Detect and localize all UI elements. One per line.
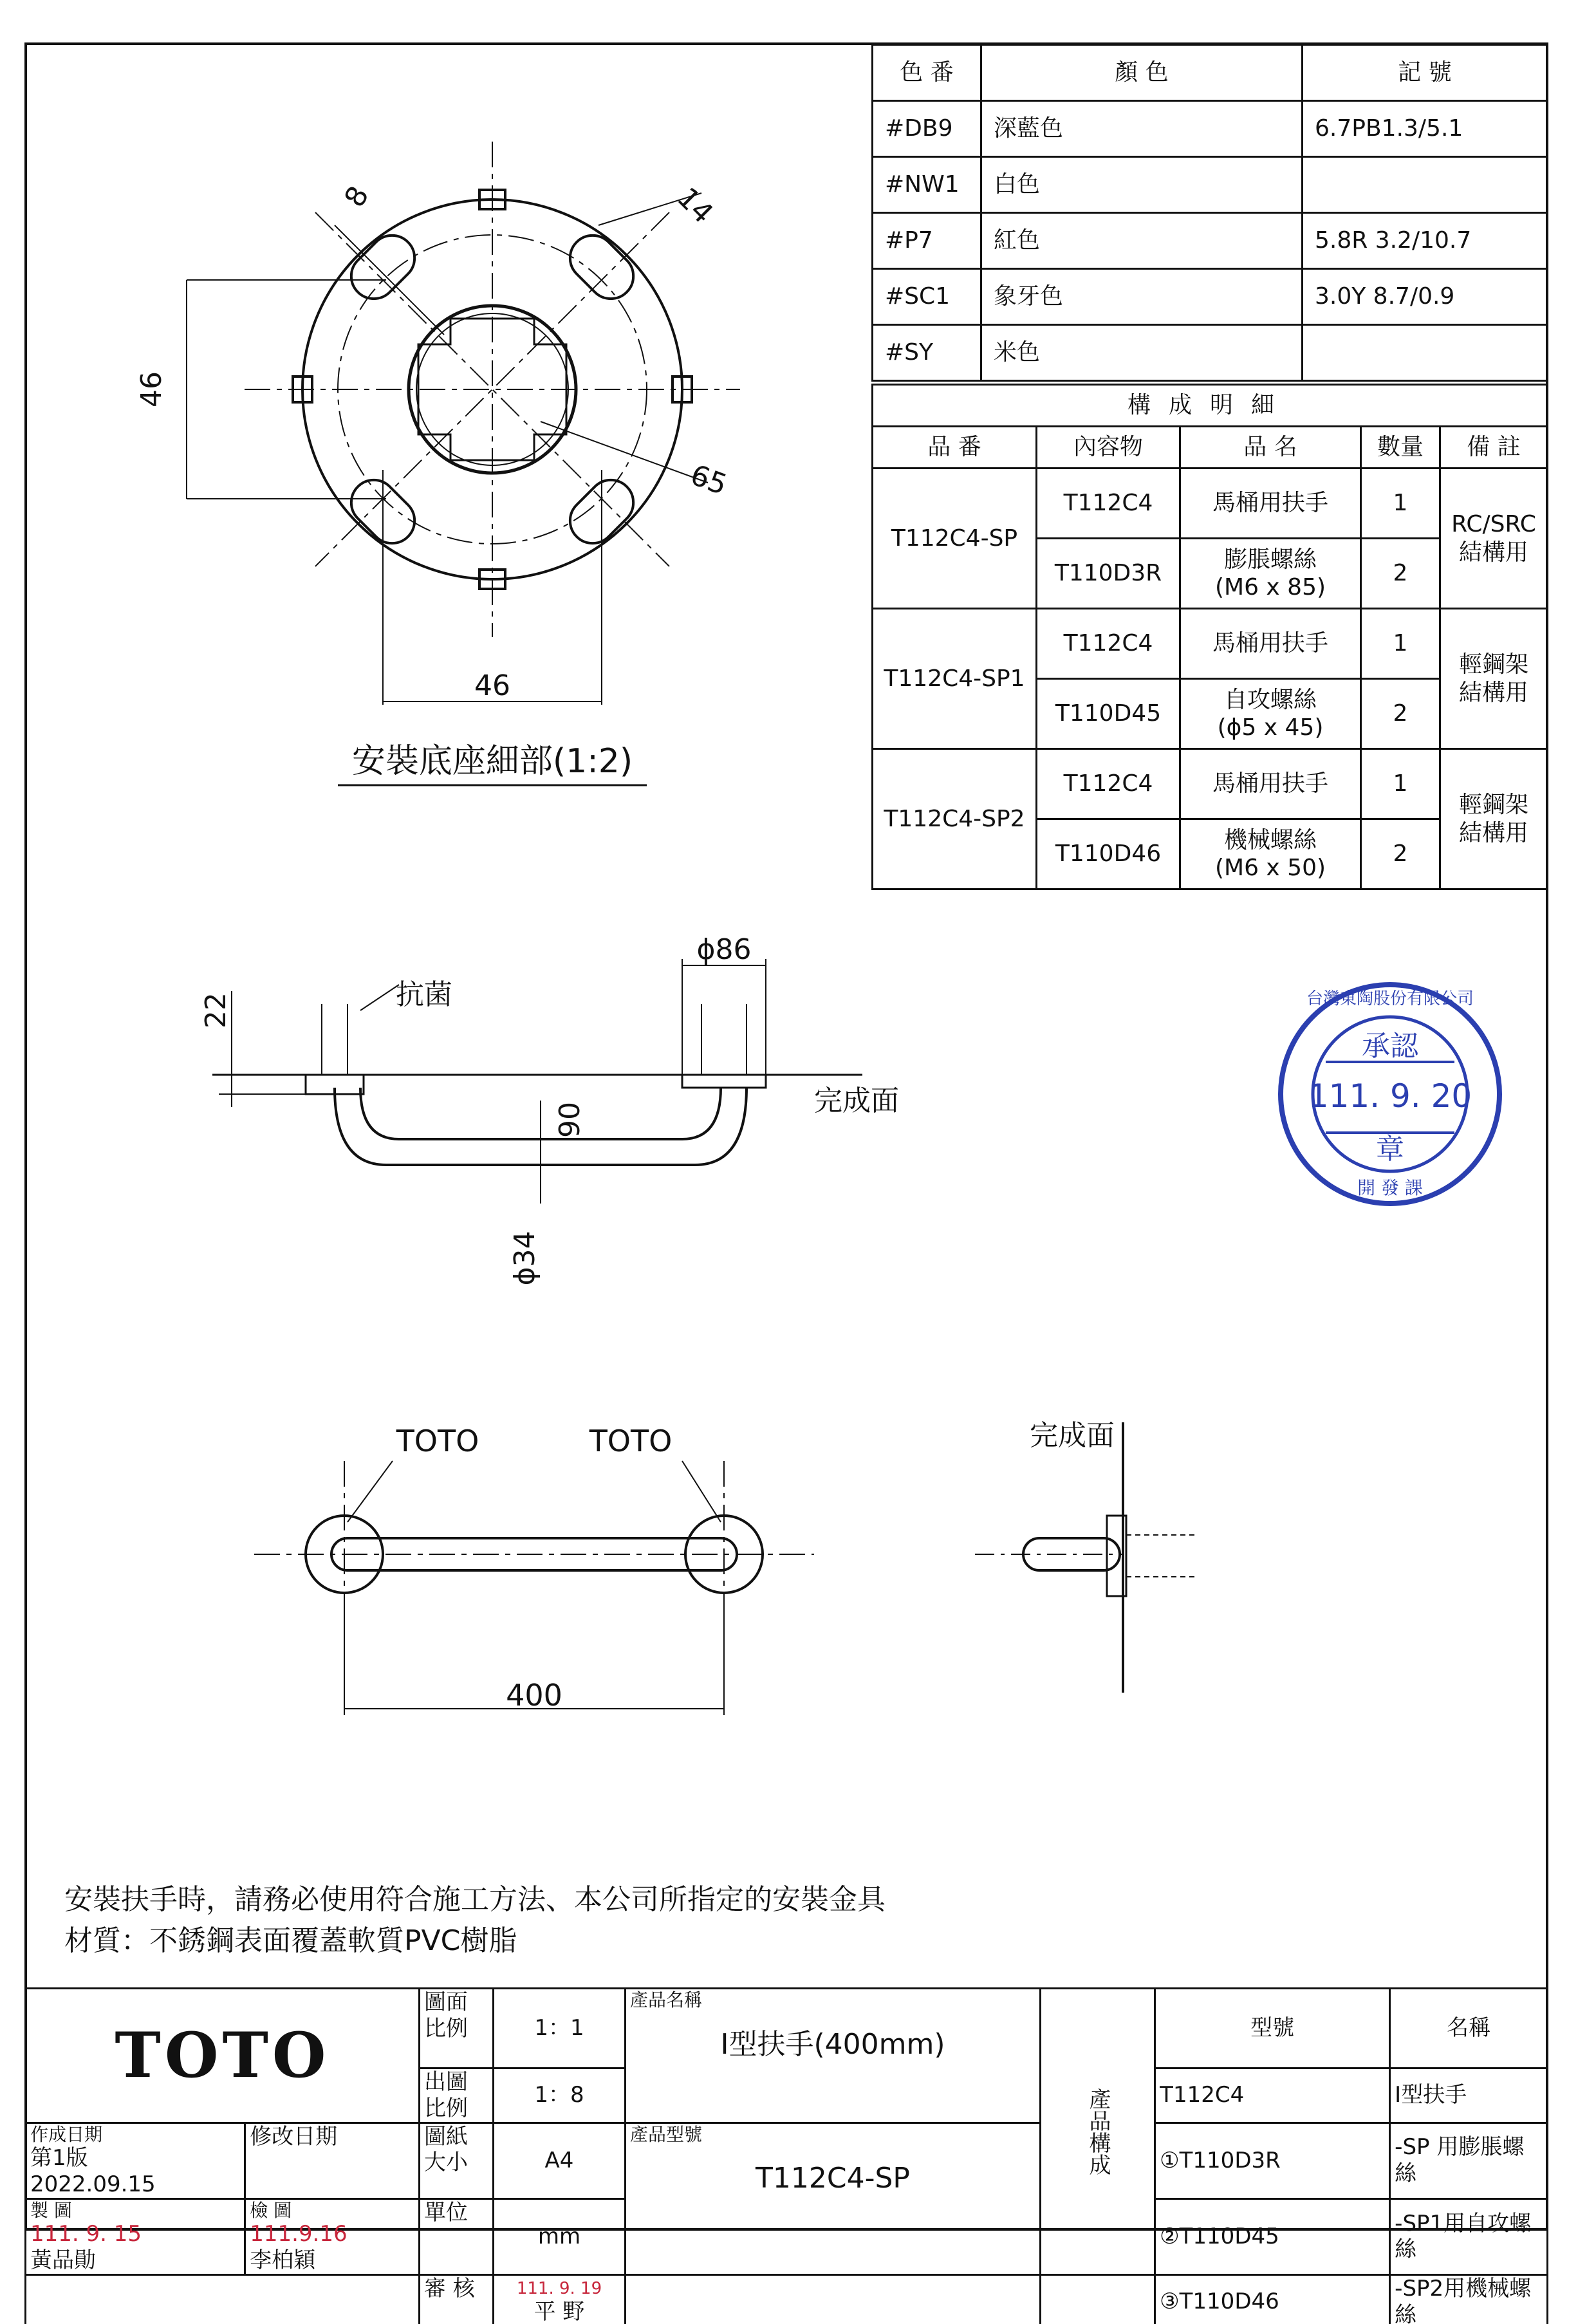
reviewed-label: 審 核 [419, 2274, 493, 2324]
print-scale-value: 1：8 [493, 2068, 625, 2123]
paper-value: A4 [493, 2123, 625, 2199]
product-name-label: 產品名稱 [629, 1989, 702, 2011]
reviewed-by: 平 野 [534, 2298, 585, 2324]
label-toto-right: TOTO [589, 1424, 673, 1458]
comp-header-name: 名稱 [1390, 1989, 1548, 2068]
part-name: 馬桶用扶手 [1180, 609, 1361, 679]
dim-65: 65 [686, 458, 732, 502]
drawn-by: 黃品勛 [30, 2247, 96, 2274]
header-qty: 數量 [1361, 427, 1440, 469]
color-name: 白色 [981, 157, 1303, 213]
part-name: 自攻螺絲 (ϕ5 x 45) [1180, 679, 1361, 749]
header-color-name: 顏 色 [981, 45, 1303, 101]
header-content: 內容物 [1037, 427, 1180, 469]
note-line: 安裝扶手時，請務必使用符合施工方法、本公司所指定的安裝金具 [64, 1883, 886, 1916]
part-content: T110D3R [1037, 539, 1180, 609]
header-name: 品 名 [1180, 427, 1361, 469]
part-name: 機械螺絲 (M6 x 50) [1180, 819, 1361, 889]
scale-label: 圖面比例 [419, 1989, 493, 2068]
dim-90: 90 [553, 1102, 586, 1138]
checked-label: 檢 圖 [250, 2199, 292, 2221]
unit-value: mm [493, 2199, 625, 2274]
part-content: T112C4 [1037, 749, 1180, 819]
stamp-reviewed-date: 111. 9. 19 [516, 2278, 602, 2298]
stamp-dept: 開 發 課 [1357, 1177, 1423, 1198]
parts-table-title: 構成明細 [873, 385, 1548, 427]
front-view [254, 1424, 814, 1715]
comp-header-model: 型號 [1155, 1989, 1390, 2068]
revised-label: 修改日期 [245, 2123, 420, 2199]
dim-14: 14 [671, 181, 719, 230]
dim-8: 8 [338, 180, 376, 213]
comp-model: ③T110D46 [1155, 2274, 1390, 2324]
header-model: 品 番 [873, 427, 1037, 469]
toto-logo: TOTO [26, 1989, 420, 2123]
color-mark: 6.7PB1.3/5.1 [1303, 101, 1548, 157]
color-name: 深藍色 [981, 101, 1303, 157]
part-qty: 1 [1361, 609, 1440, 679]
comp-name: -SP2用機械螺絲 [1390, 2274, 1548, 2324]
part-note: 輕鋼架 結構用 [1440, 749, 1548, 889]
header-note: 備 註 [1440, 427, 1548, 469]
label-finish-face: 完成面 [814, 1084, 899, 1117]
dim-phi86: ϕ86 [696, 933, 752, 966]
color-code: #SY [873, 325, 981, 381]
part-name: 膨脹螺絲 (M6 x 85) [1180, 539, 1361, 609]
notes [64, 1879, 886, 1962]
dim-400: 400 [506, 1678, 562, 1713]
comp-name: -SP1用自攻螺絲 [1390, 2199, 1548, 2274]
created-date: 2022.09.15 [30, 2171, 156, 2197]
part-content: T110D46 [1037, 819, 1180, 889]
color-code: #P7 [873, 213, 981, 269]
dim-22: 22 [200, 992, 232, 1028]
color-mark: 5.8R 3.2/10.7 [1303, 213, 1548, 269]
note-line: 材質：不銹鋼表面覆蓋軟質PVC樹脂 [64, 1924, 517, 1957]
part-qty: 2 [1361, 679, 1440, 749]
part-note: RC/SRC 結構用 [1440, 469, 1548, 609]
print-scale-label: 出圖比例 [419, 2068, 493, 2123]
color-code: #SC1 [873, 269, 981, 325]
product-model-label: 產品型號 [629, 2123, 702, 2145]
part-content: T110D45 [1037, 679, 1180, 749]
stamp-date: 111. 9. 20 [1308, 1077, 1472, 1115]
stamp-approve-word: 承認 [1362, 1030, 1418, 1063]
edition: 第1版 [30, 2145, 88, 2171]
part-qty: 2 [1361, 539, 1440, 609]
part-content: T112C4 [1037, 469, 1180, 539]
color-mark: 3.0Y 8.7/0.9 [1303, 269, 1548, 325]
part-model: T112C4-SP2 [873, 749, 1037, 889]
product-model: T112C4-SP [756, 2162, 910, 2195]
drawn-label: 製 圖 [30, 2199, 72, 2221]
base-detail-title: 安裝底座細部(1:2) [351, 742, 633, 781]
comp-name: I型扶手 [1390, 2068, 1548, 2123]
part-qty: 1 [1361, 469, 1440, 539]
side-view [200, 933, 899, 1286]
part-model: T112C4-SP1 [873, 609, 1037, 749]
approval-stamp [1274, 978, 1506, 1210]
scale-value: 1：1 [493, 1989, 625, 2068]
color-name: 米色 [981, 325, 1303, 381]
dim-46-horizontal: 46 [474, 669, 510, 702]
color-code: #NW1 [873, 157, 981, 213]
checked-by: 李柏穎 [250, 2247, 316, 2274]
comp-model: ①T110D3R [1155, 2123, 1390, 2199]
stamp-seal: 章 [1376, 1133, 1404, 1166]
title-block [24, 1987, 1548, 2324]
composition-label: 產品構成 [1040, 1989, 1155, 2275]
label-finish-face-2: 完成面 [1030, 1419, 1115, 1452]
stamp-drawn-date: 111. 9. 15 [30, 2221, 142, 2247]
header-color-code: 色 番 [873, 45, 981, 101]
dim-phi34: ϕ34 [508, 1231, 541, 1286]
created-label: 作成日期 [30, 2123, 103, 2145]
paper-label: 圖紙大小 [419, 2123, 493, 2199]
stamp-company: 台灣東陶股份有限公司 [1306, 989, 1474, 1009]
color-name: 象牙色 [981, 269, 1303, 325]
base-detail-view [135, 142, 740, 785]
color-name: 紅色 [981, 213, 1303, 269]
stamp-checked-date: 111.9.16 [250, 2221, 348, 2247]
comp-name: -SP 用膨脹螺絲 [1390, 2123, 1548, 2199]
product-name: I型扶手(400mm) [720, 2027, 945, 2061]
dim-46-vertical: 46 [135, 371, 168, 407]
part-note: 輕鋼架 結構用 [1440, 609, 1548, 749]
part-model: T112C4-SP [873, 469, 1037, 609]
unit-label: 單位 [419, 2199, 493, 2274]
part-qty: 1 [1361, 749, 1440, 819]
comp-model: T112C4 [1155, 2068, 1390, 2123]
part-content: T112C4 [1037, 609, 1180, 679]
part-name: 馬桶用扶手 [1180, 749, 1361, 819]
header-color-mark: 記 號 [1303, 45, 1548, 101]
part-name: 馬桶用扶手 [1180, 469, 1361, 539]
label-toto-left: TOTO [396, 1424, 479, 1458]
part-qty: 2 [1361, 819, 1440, 889]
label-antibacterial: 抗菌 [396, 978, 452, 1011]
comp-model: ②T110D45 [1155, 2199, 1390, 2274]
end-view [975, 1419, 1197, 1693]
color-code: #DB9 [873, 101, 981, 157]
